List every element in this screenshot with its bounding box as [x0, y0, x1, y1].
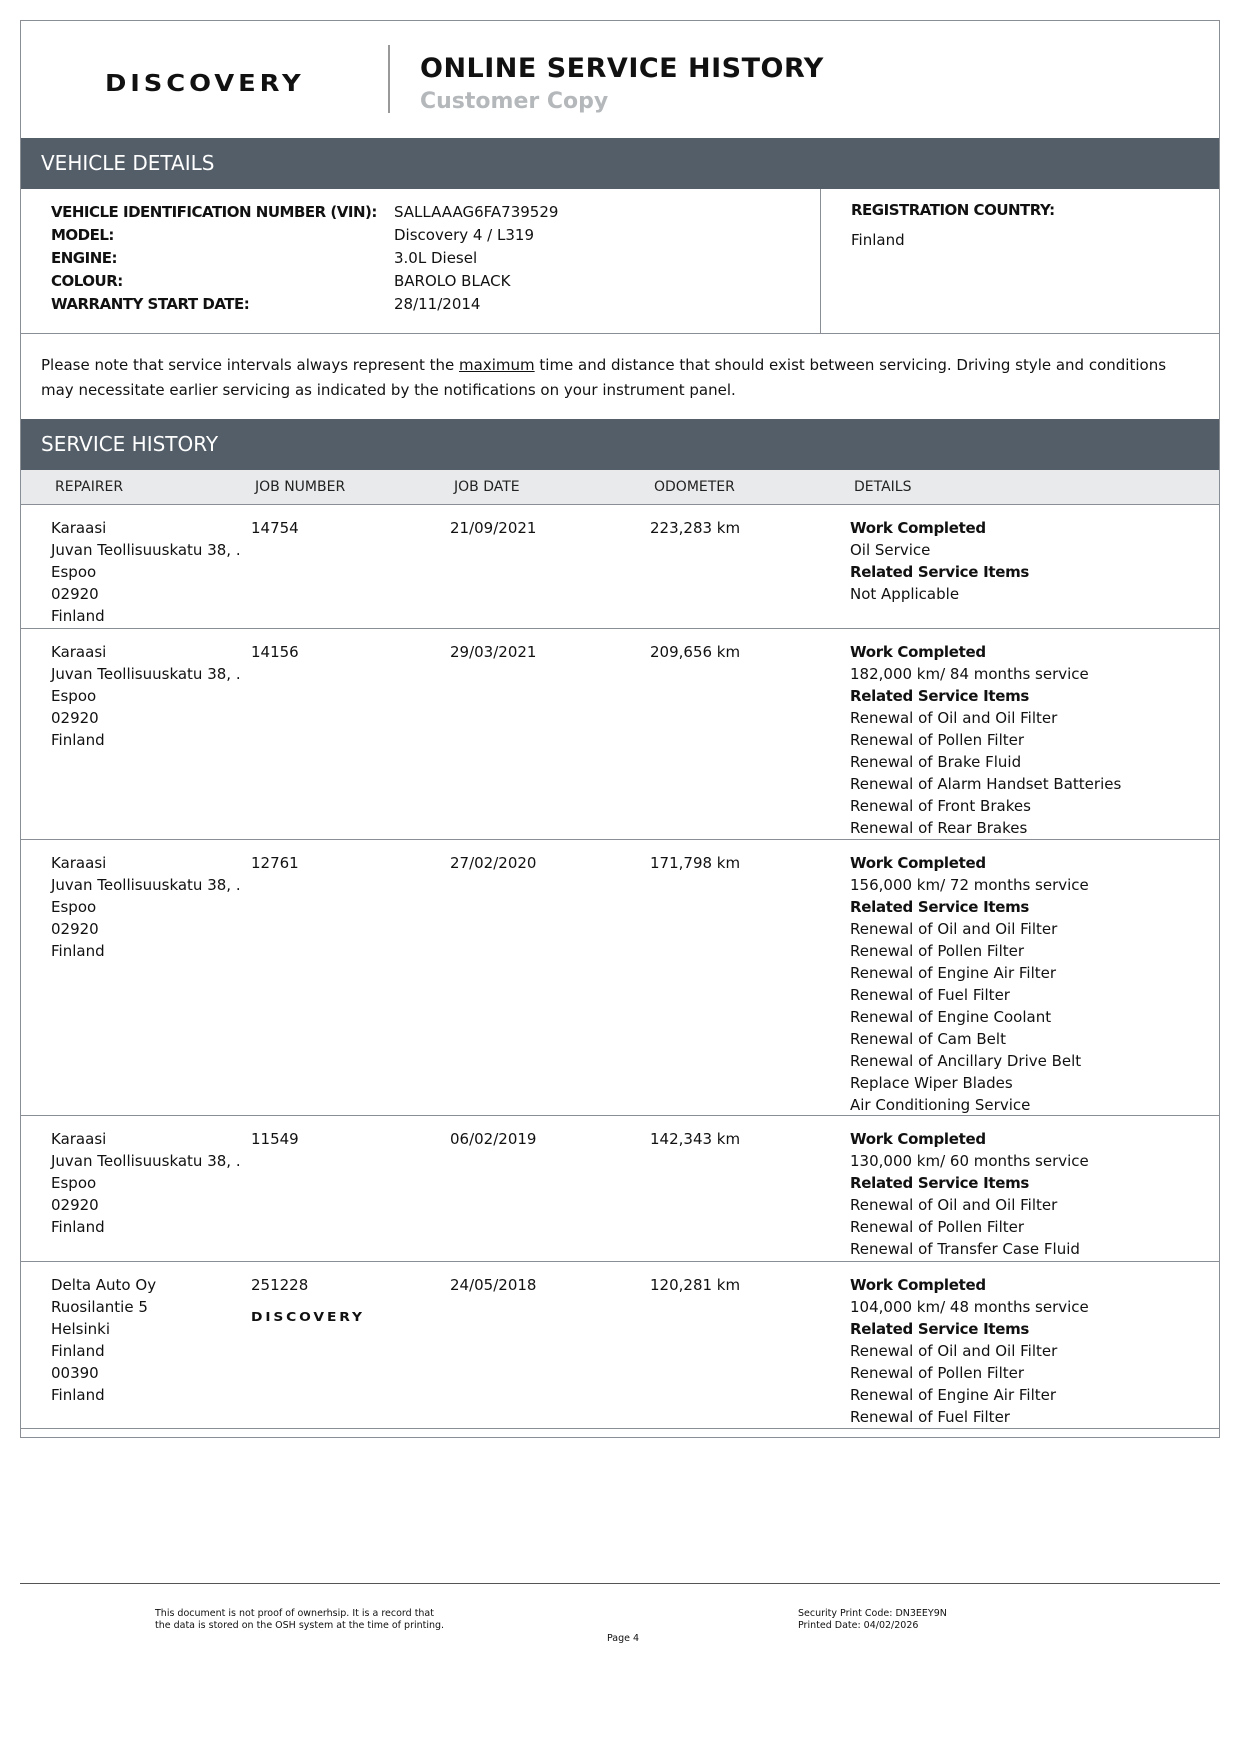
related-service-item: Renewal of Pollen Filter [850, 1218, 1025, 1236]
warranty-start-value: 28/11/2014 [394, 295, 481, 313]
related-service-item: Renewal of Pollen Filter [850, 1364, 1025, 1382]
related-service-item: Renewal of Alarm Handset Batteries [850, 775, 1122, 793]
vehicle-details-heading: VEHICLE DETAILS [21, 138, 1219, 189]
job-date: 24/05/2018 [450, 1276, 537, 1294]
work-completed-value: 156,000 km/ 72 months service [850, 876, 1089, 894]
job-number: 11549 [251, 1130, 299, 1148]
work-completed-label: Work Completed [850, 643, 986, 661]
job-number: 14156 [251, 643, 299, 661]
repairer-line: Espoo [51, 898, 97, 916]
footer-disclaimer [155, 1608, 444, 1632]
repairer-line: Karaasi [51, 1130, 107, 1148]
related-service-item: Renewal of Oil and Oil Filter [850, 1342, 1058, 1360]
table-row [21, 840, 1219, 1116]
repairer-line: Finland [51, 1218, 105, 1236]
repairer-address [51, 1274, 156, 1406]
job-number-cell [251, 852, 299, 874]
related-items-label: Related Service Items [850, 1174, 1030, 1192]
repairer-line: Finland [51, 1342, 105, 1360]
related-service-item: Air Conditioning Service [850, 1096, 1031, 1114]
repairer-line: 00390 [51, 1364, 99, 1382]
related-service-item: Not Applicable [850, 585, 960, 603]
job-date: 21/09/2021 [450, 519, 537, 537]
repairer-line: Karaasi [51, 519, 107, 537]
work-completed-value: 182,000 km/ 84 months service [850, 665, 1089, 683]
work-completed-value: 104,000 km/ 48 months service [850, 1298, 1089, 1316]
repairer-line: 02920 [51, 709, 99, 727]
repairer-address [51, 641, 241, 751]
repairer-line: Espoo [51, 687, 97, 705]
repairer-line: Finland [51, 1386, 105, 1404]
vin-label: VEHICLE IDENTIFICATION NUMBER (VIN): [51, 203, 377, 221]
related-service-item: Renewal of Brake Fluid [850, 753, 1022, 771]
disclaimer-line-1: This document is not proof of ownerhsip. It is a record that [155, 1608, 434, 1619]
repairer-line: Delta Auto Oy [51, 1276, 157, 1294]
vehicle-details-panel [21, 189, 1219, 334]
repairer-line: Finland [51, 731, 105, 749]
job-number-cell [251, 1128, 299, 1150]
related-service-item: Renewal of Front Brakes [850, 797, 1031, 815]
repairer-line: 02920 [51, 1196, 99, 1214]
related-service-item: Renewal of Rear Brakes [850, 819, 1028, 837]
service-details [850, 517, 1029, 605]
odometer-reading: 120,281 km [650, 1276, 741, 1294]
vehicle-details-divider [820, 189, 821, 333]
warranty-start-label: WARRANTY START DATE: [51, 295, 250, 313]
related-service-item: Renewal of Pollen Filter [850, 731, 1025, 749]
note-text-start: Please note that service intervals always represent the [41, 356, 460, 374]
related-service-item: Renewal of Fuel Filter [850, 986, 1010, 1004]
vin-value: SALLAAAG6FA739529 [394, 203, 559, 221]
repairer-line: Helsinki [51, 1320, 111, 1338]
service-interval-note [41, 353, 1201, 403]
security-print-code: Security Print Code: DN3EEY9N [798, 1608, 947, 1619]
footer-divider [20, 1583, 1220, 1584]
related-service-item: Renewal of Cam Belt [850, 1030, 1006, 1048]
service-details [850, 1128, 1089, 1260]
work-completed-label: Work Completed [850, 519, 986, 537]
column-details: DETAILS [854, 479, 912, 495]
note-text-end: time and distance that should exist between servicing. Driving style and conditions may necessitate earlier servicing as indicated by the notifications on your instrument panel. [41, 356, 1167, 399]
document-header [21, 21, 1219, 138]
job-date: 27/02/2020 [450, 854, 537, 872]
page-number: Page 4 [607, 1633, 640, 1644]
vehicle-field-values [394, 201, 558, 316]
work-completed-label: Work Completed [850, 854, 986, 872]
related-service-item: Renewal of Engine Air Filter [850, 964, 1057, 982]
footer-print-info [798, 1608, 947, 1632]
odometer-reading: 209,656 km [650, 643, 741, 661]
job-date: 06/02/2019 [450, 1130, 537, 1148]
registration-country-label: REGISTRATION COUNTRY: [851, 201, 1055, 219]
work-completed-value: Oil Service [850, 541, 931, 559]
model-label: MODEL: [51, 226, 114, 244]
document-sheet [20, 20, 1220, 1438]
repairer-line: Juvan Teollisuuskatu 38, . [51, 665, 241, 683]
model-value: Discovery 4 / L319 [394, 226, 534, 244]
colour-label: COLOUR: [51, 272, 123, 290]
related-items-label: Related Service Items [850, 563, 1030, 581]
related-service-item: Renewal of Ancillary Drive Belt [850, 1052, 1082, 1070]
column-repairer: REPAIRER [55, 479, 124, 495]
job-number-cell [251, 517, 299, 539]
service-table-header [21, 470, 1219, 505]
repairer-line: Juvan Teollisuuskatu 38, . [51, 1152, 241, 1170]
repairer-line: Ruosilantie 5 [51, 1298, 148, 1316]
printed-date: Printed Date: 04/02/2026 [798, 1620, 919, 1631]
repairer-address [51, 1128, 241, 1238]
job-number: 14754 [251, 519, 299, 537]
related-service-item: Renewal of Engine Air Filter [850, 1386, 1057, 1404]
related-service-item: Renewal of Pollen Filter [850, 942, 1025, 960]
related-items-label: Related Service Items [850, 898, 1030, 916]
job-number: 12761 [251, 854, 299, 872]
related-service-item: Renewal of Transfer Case Fluid [850, 1240, 1080, 1258]
table-row [21, 1116, 1219, 1262]
repairer-line: 02920 [51, 585, 99, 603]
service-details [850, 852, 1089, 1116]
job-date: 29/03/2021 [450, 643, 537, 661]
repairer-address [51, 852, 241, 962]
repairer-line: Espoo [51, 1174, 97, 1192]
vehicle-field-labels [51, 201, 377, 316]
related-service-item: Renewal of Fuel Filter [850, 1408, 1010, 1426]
job-number: 251228 [251, 1276, 309, 1294]
repairer-line: Juvan Teollisuuskatu 38, . [51, 876, 241, 894]
repairer-address [51, 517, 241, 627]
table-row [21, 1262, 1219, 1429]
odometer-reading: 142,343 km [650, 1130, 741, 1148]
service-details [850, 1274, 1089, 1428]
page-title: ONLINE SERVICE HISTORY [420, 53, 824, 84]
repairer-line: Karaasi [51, 643, 107, 661]
related-service-item: Renewal of Oil and Oil Filter [850, 709, 1058, 727]
job-number-cell [251, 1274, 365, 1328]
related-service-item: Replace Wiper Blades [850, 1074, 1013, 1092]
note-emphasis: maximum [459, 356, 535, 374]
colour-value: BAROLO BLACK [394, 272, 511, 290]
work-completed-label: Work Completed [850, 1130, 986, 1148]
repairer-line: Juvan Teollisuuskatu 38, . [51, 541, 241, 559]
service-details [850, 641, 1121, 839]
engine-label: ENGINE: [51, 249, 117, 267]
repairer-line: Finland [51, 607, 105, 625]
related-items-label: Related Service Items [850, 1320, 1030, 1338]
odometer-reading: 171,798 km [650, 854, 741, 872]
related-service-item: Renewal of Engine Coolant [850, 1008, 1052, 1026]
page-subtitle: Customer Copy [420, 89, 609, 114]
related-items-label: Related Service Items [850, 687, 1030, 705]
header-divider [388, 45, 390, 113]
engine-value: 3.0L Diesel [394, 249, 478, 267]
repairer-line: Finland [51, 942, 105, 960]
repairer-line: Karaasi [51, 854, 107, 872]
column-job-date: JOB DATE [454, 479, 520, 495]
service-history-heading: SERVICE HISTORY [21, 419, 1219, 470]
column-odometer: ODOMETER [654, 479, 735, 495]
table-row [21, 505, 1219, 629]
job-number-cell [251, 641, 299, 663]
work-completed-label: Work Completed [850, 1276, 986, 1294]
repairer-brand-logo: DISCOVERY [251, 1310, 365, 1324]
registration-country-value: Finland [851, 231, 905, 249]
work-completed-value: 130,000 km/ 60 months service [850, 1152, 1089, 1170]
related-service-item: Renewal of Oil and Oil Filter [850, 1196, 1058, 1214]
repairer-line: 02920 [51, 920, 99, 938]
repairer-line: Espoo [51, 563, 97, 581]
odometer-reading: 223,283 km [650, 519, 741, 537]
table-row [21, 629, 1219, 840]
brand-logo: DISCOVERY [105, 71, 305, 97]
disclaimer-line-2: the data is stored on the OSH system at the time of printing. [155, 1620, 445, 1631]
column-job-number: JOB NUMBER [255, 479, 346, 495]
related-service-item: Renewal of Oil and Oil Filter [850, 920, 1058, 938]
